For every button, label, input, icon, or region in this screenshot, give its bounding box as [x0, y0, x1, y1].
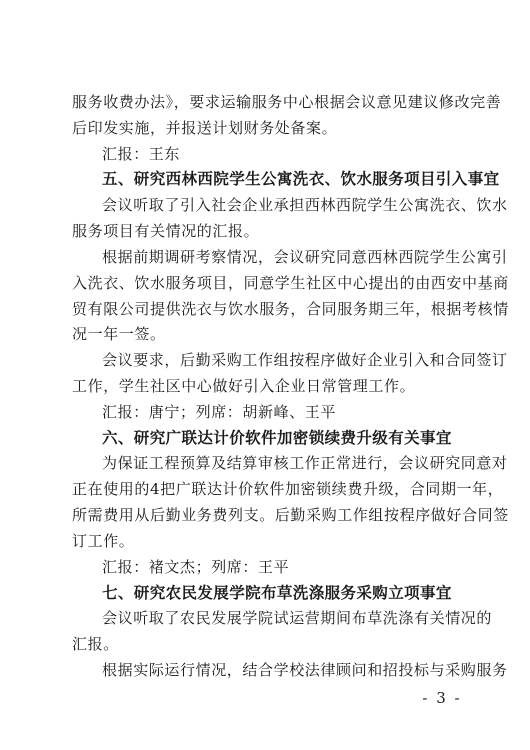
paragraph-line: 会议听取了引入社会企业承担西林西院学生公寓洗衣、饮水 — [102, 196, 508, 214]
paragraph-line: 贸有限公司提供洗衣与饮水服务，合同服务期三年，根据考核情 — [72, 300, 509, 318]
paragraph-line: 为保证工程预算及结算审核工作正常进行，会议研究同意对 — [102, 454, 508, 472]
paragraph-line: 服务项目有关情况的汇报。 — [72, 222, 260, 240]
reporter-line: 汇报：唐宁；列席：胡新峰、王平 — [102, 403, 337, 421]
paragraph-line: 所需费用从后勤业务费列支。后勤采购工作组按程序做好合同签 — [72, 506, 509, 524]
paragraph-line: 入洗衣、饮水服务项目，同意学生社区中心提出的由西安中基商 — [72, 274, 509, 292]
paragraph-line: 根据前期调研考察情况，会议研究同意西林西院学生公寓引 — [102, 248, 508, 266]
section-heading-5: 五、研究西林西院学生公寓洗衣、饮水服务项目引入事宜 — [102, 170, 500, 188]
paragraph-line: 订工作。 — [72, 532, 135, 550]
paragraph-line: 工作，学生社区中心做好引入企业日常管理工作。 — [72, 377, 416, 395]
paragraph-line: 会议要求，后勤采购工作组按程序做好企业引入和合同签订 — [102, 351, 508, 369]
section-heading-6: 六、研究广联达计价软件加密锁续费升级有关事宜 — [102, 429, 452, 447]
reporter-line: 汇报：褚文杰；列席：王平 — [102, 558, 290, 576]
paragraph-line: 正在使用的4把广联达计价软件加密锁续费升级，合同期一年， — [72, 480, 504, 498]
section-heading-7: 七、研究农民发展学院布草洗涤服务采购立项事宜 — [102, 584, 452, 602]
paragraph-line: 后印发实施，并报送计划财务处备案。 — [72, 119, 338, 137]
paragraph-line: 汇报。 — [72, 635, 119, 653]
reporter-line: 汇报：王东 — [102, 145, 181, 163]
paragraph-line: 服务收费办法》，要求运输服务中心根据会议意见建议修改完善 — [72, 93, 502, 111]
page-number: - 3 - — [422, 689, 462, 707]
paragraph-line: 会议听取了农民发展学院试运营期间布草洗涤有关情况的 — [102, 609, 493, 627]
paragraph-line: 况一年一签。 — [72, 325, 166, 343]
paragraph-line: 根据实际运行情况，结合学校法律顾问和招投标与采购服务 — [102, 661, 508, 679]
